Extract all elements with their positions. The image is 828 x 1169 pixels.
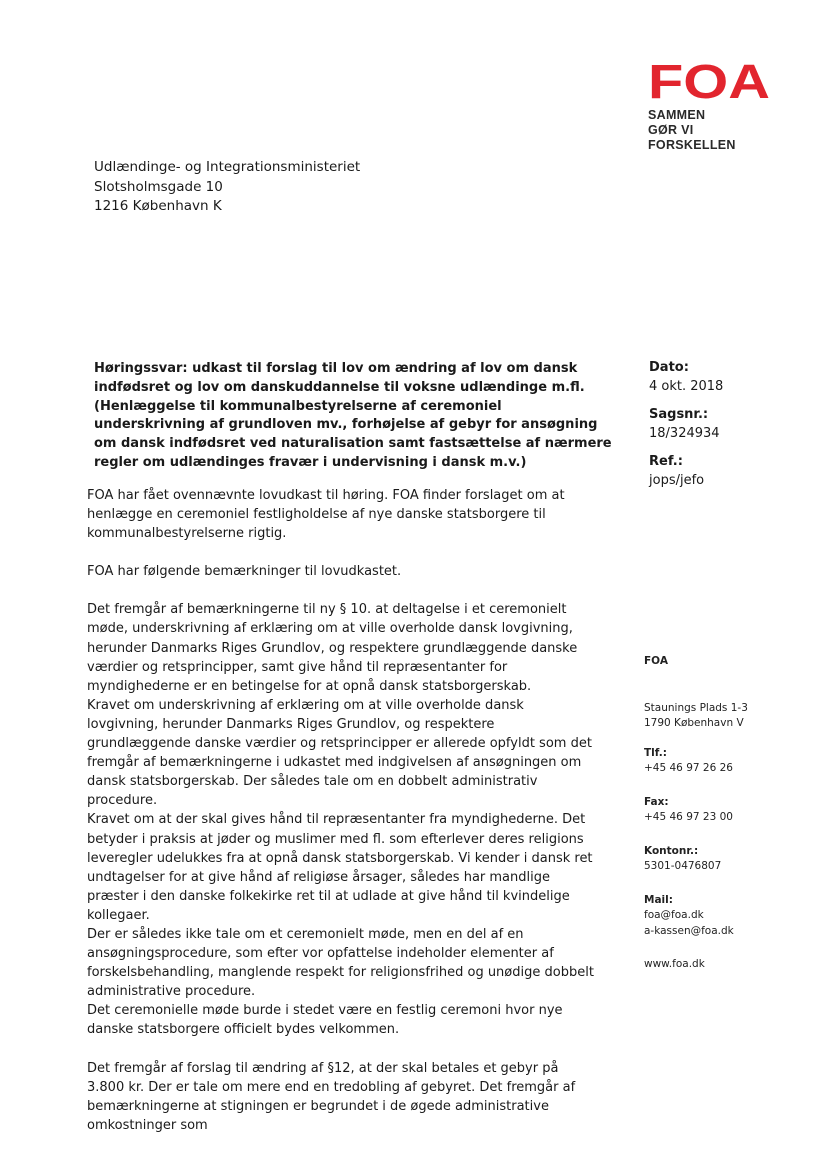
body-paragraph-4: Kravet om underskrivning af erklæring om at ville overholde dansk lovgivning, herunder Danmarks Riges Grundlov, og respektere grundlæggende danske værdier og retsprincipper er allerede opfyldt som det fremgår af bemærkningerne i udkastet med indgivelsen af ansøgningen om dansk statsborgerskab. Der således tale om en dobbelt administrativ procedure. bbox=[87, 697, 592, 809]
ref-value: jops/jefo bbox=[649, 473, 705, 488]
account-label: Kontonr.: bbox=[644, 844, 699, 857]
case-label: Sagsnr.: bbox=[649, 407, 709, 422]
account-value: 5301-0476807 bbox=[644, 860, 722, 872]
recipient-line-3: 1216 København K bbox=[94, 198, 222, 214]
phone-label: Tlf.: bbox=[644, 746, 667, 759]
subject-heading: Høringssvar: udkast til forslag til lov om ændring af lov om dansk indfødsret og lov om danskuddannelse til voksne udlændinge m.fl. (Henlæggelse til kommunalbestyrelserne af ceremoniel underskrivning af grundloven mv., forhøjelse af gebyr for ansøgning om dansk indfødsret ved naturalisation samt fastsættelse af nærmere regler om udlændinges fravær i undervisning i dansk m.v.) bbox=[94, 361, 612, 470]
phone-value: +45 46 97 26 26 bbox=[644, 762, 733, 774]
body-paragraph-7: Det ceremonielle møde burde i stedet være en festlig ceremoni hvor nye danske statsborgere officielt bydes velkommen. bbox=[87, 1003, 563, 1038]
sender-details bbox=[644, 654, 784, 973]
body-paragraph-1: FOA har fået ovennævnte lovudkast til høring. FOA finder forslaget om at henlægge en ceremoniel festligholdelse af nye danske statsborgere til kommunalbestyrelserne rigtig. bbox=[87, 488, 565, 542]
date-value: 4 okt. 2018 bbox=[649, 379, 724, 394]
recipient-line-1: Udlændinge- og Integrationsministeriet bbox=[94, 159, 361, 175]
mail-link-foa[interactable]: foa@foa.dk bbox=[644, 909, 704, 921]
letter-body bbox=[87, 486, 597, 1135]
date-label: Dato: bbox=[649, 360, 689, 375]
logo-text: FOA bbox=[648, 58, 770, 102]
sender-address-1: Staunings Plads 1-3 bbox=[644, 701, 748, 714]
logo-tagline-1: SAMMEN bbox=[648, 108, 706, 122]
body-paragraph-3: Det fremgår af bemærkningerne til ny § 10. at deltagelse i et ceremonielt møde, underskrivning af erklæring om at ville overholde dansk lovgivning, herunder Danmarks Riges Grundlov, og respektere grundlæggende danske værdier og retsprincipper, samt give hånd til repræsentanter for myndighederne er en betingelse for at opnå dansk statsborgerskab. bbox=[87, 602, 578, 694]
foa-logo bbox=[648, 58, 774, 153]
body-paragraph-8: Det fremgår af forslag til ændring af §12, at der skal betales et gebyr på 3.800 kr. Der er tale om mere end en tredobling af gebyret. Det fremgår af bemærkningerne at stigningen er begrundet i de øgede administrative omkostninger som bbox=[87, 1060, 576, 1133]
ref-label: Ref.: bbox=[649, 454, 683, 469]
mail-label: Mail: bbox=[644, 893, 673, 906]
case-value: 18/324934 bbox=[649, 426, 720, 441]
sender-org: FOA bbox=[644, 655, 668, 667]
logo-tagline-2: GØR VI FORSKELLEN bbox=[648, 123, 736, 152]
body-paragraph-6: Der er således ikke tale om et ceremonielt møde, men en del af en ansøgningsprocedure, som efter vor opfattelse indeholder elementer af forskelsbehandling, manglende respekt for religionsfrihed og unødige dobbelt administrative procedure. bbox=[87, 926, 594, 1000]
letter-meta bbox=[649, 358, 769, 490]
foa-logo-mark bbox=[648, 58, 772, 102]
body-paragraph-5: Kravet om at der skal gives hånd til repræsentanter fra myndighederne. Det betyder i praksis at jøder og muslimer med fl. som efterlever deres religions leveregler udelukkes fra at opnå dansk statsborgerskab. Vi kender i dansk ret undtagelser for at give hånd af religiøse årsager, således har mandlige præster i den danske folkekirke ret til at udlade at give hånd til kvindelige kollegaer. bbox=[87, 812, 593, 923]
body-paragraph-2: FOA har følgende bemærkninger til lovudkastet. bbox=[87, 564, 402, 580]
website-link[interactable]: www.foa.dk bbox=[644, 958, 705, 970]
mail-link-akassen[interactable]: a-kassen@foa.dk bbox=[644, 924, 734, 937]
fax-label: Fax: bbox=[644, 795, 669, 808]
recipient-line-2: Slotsholmsgade 10 bbox=[94, 178, 223, 195]
recipient-address bbox=[94, 158, 360, 217]
sender-address-2: 1790 København V bbox=[644, 717, 744, 729]
fax-value: +45 46 97 23 00 bbox=[644, 811, 733, 823]
